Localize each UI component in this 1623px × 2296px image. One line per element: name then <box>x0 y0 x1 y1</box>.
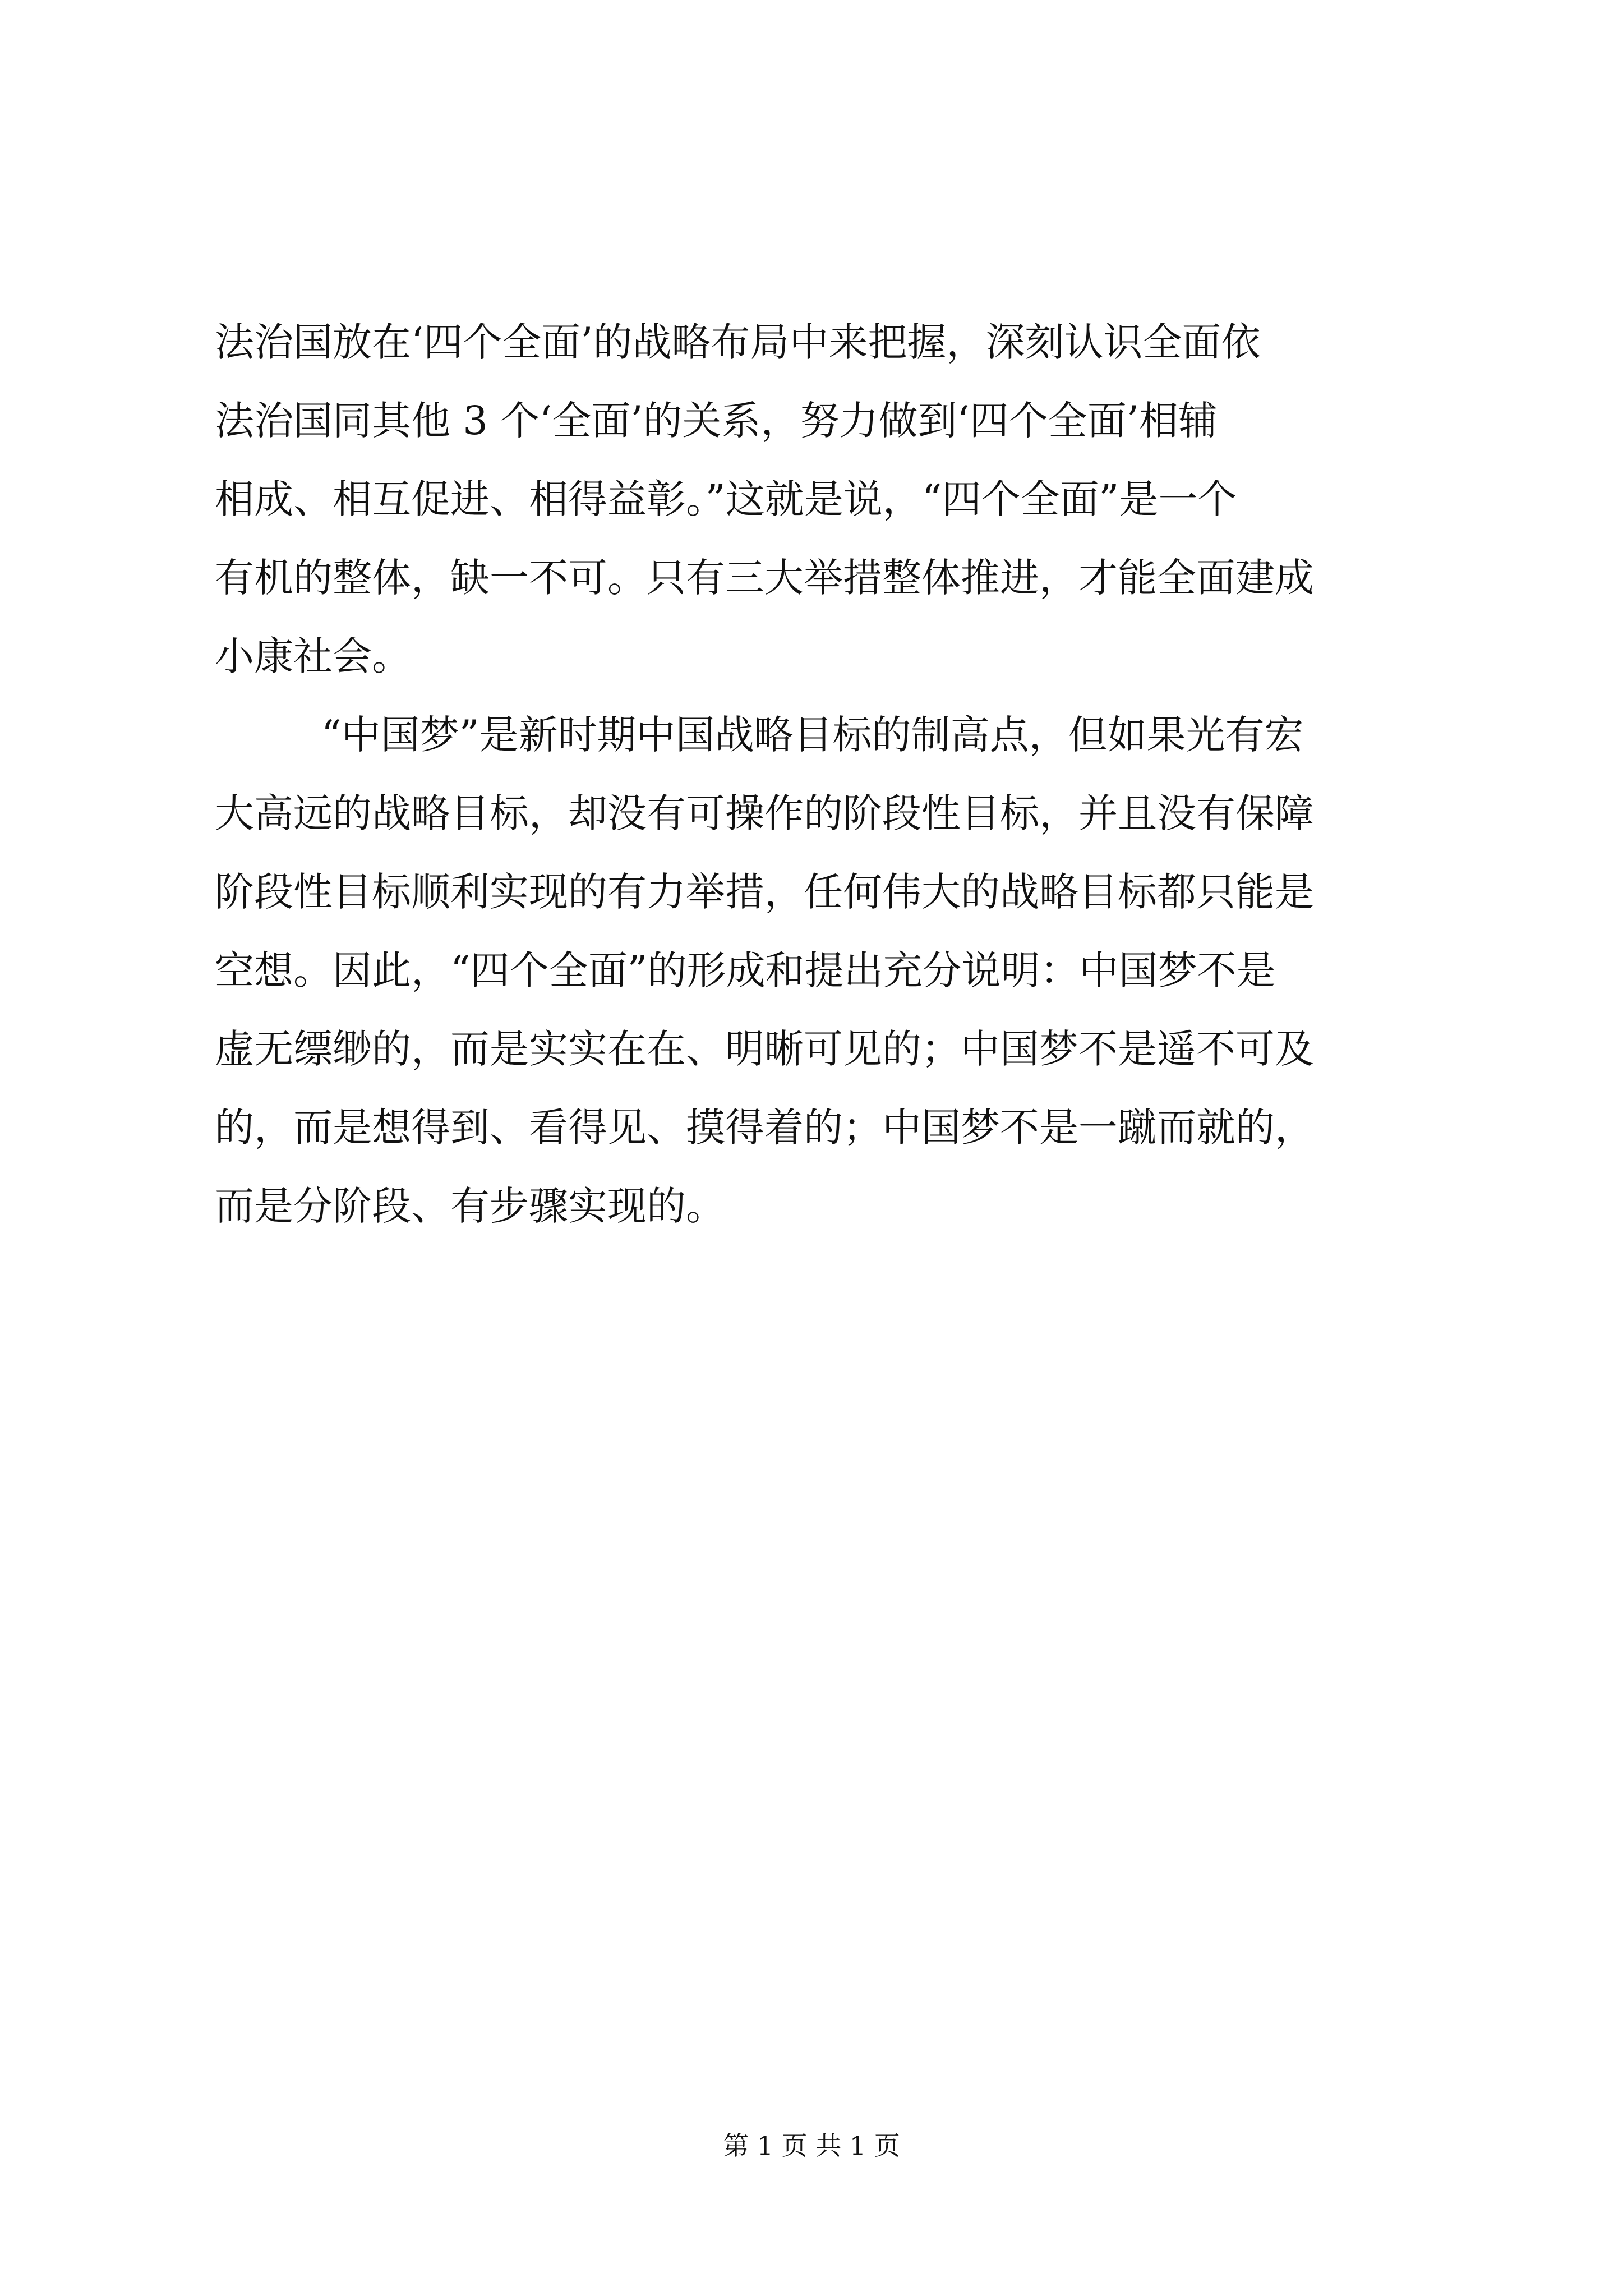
text-line: 而是分阶段、有步骤实现的。 <box>215 1183 725 1229</box>
paragraph-first-line: “中国梦”是新时期中国战略目标的制高点，但如果光有宏 <box>321 712 1304 758</box>
text-line: 法治国放在‘四个全面’的战略布局中来把握，深刻认识全面依 <box>215 319 1261 365</box>
text-line: 相成、相互促进、相得益彰。”这就是说，“四个全面”是一个 <box>215 476 1237 522</box>
text-line: 法治国同其他 3 个‘全面’的关系，努力做到‘四个全面’相辅 <box>215 398 1218 444</box>
text-line: 空想。因此，“四个全面”的形成和提出充分说明：中国梦不是 <box>215 947 1276 993</box>
text-line: 大高远的战略目标，却没有可操作的阶段性目标，并且没有保障 <box>215 790 1314 836</box>
text-line: 阶段性目标顺利实现的有力举措，任何伟大的战略目标都只能是 <box>215 869 1314 915</box>
text-line: 的，而是想得到、看得见、摸得着的；中国梦不是一蹴而就的， <box>215 1105 1314 1151</box>
text-line: 有机的整体，缺一不可。只有三大举措整体推进，才能全面建成 <box>215 555 1314 601</box>
text-line: 小康社会。 <box>215 633 411 679</box>
page-footer: 第 1 页 共 1 页 <box>723 2131 900 2161</box>
text-line: 虚无缥缈的，而是实实在在、明晰可见的；中国梦不是遥不可及 <box>215 1026 1314 1072</box>
